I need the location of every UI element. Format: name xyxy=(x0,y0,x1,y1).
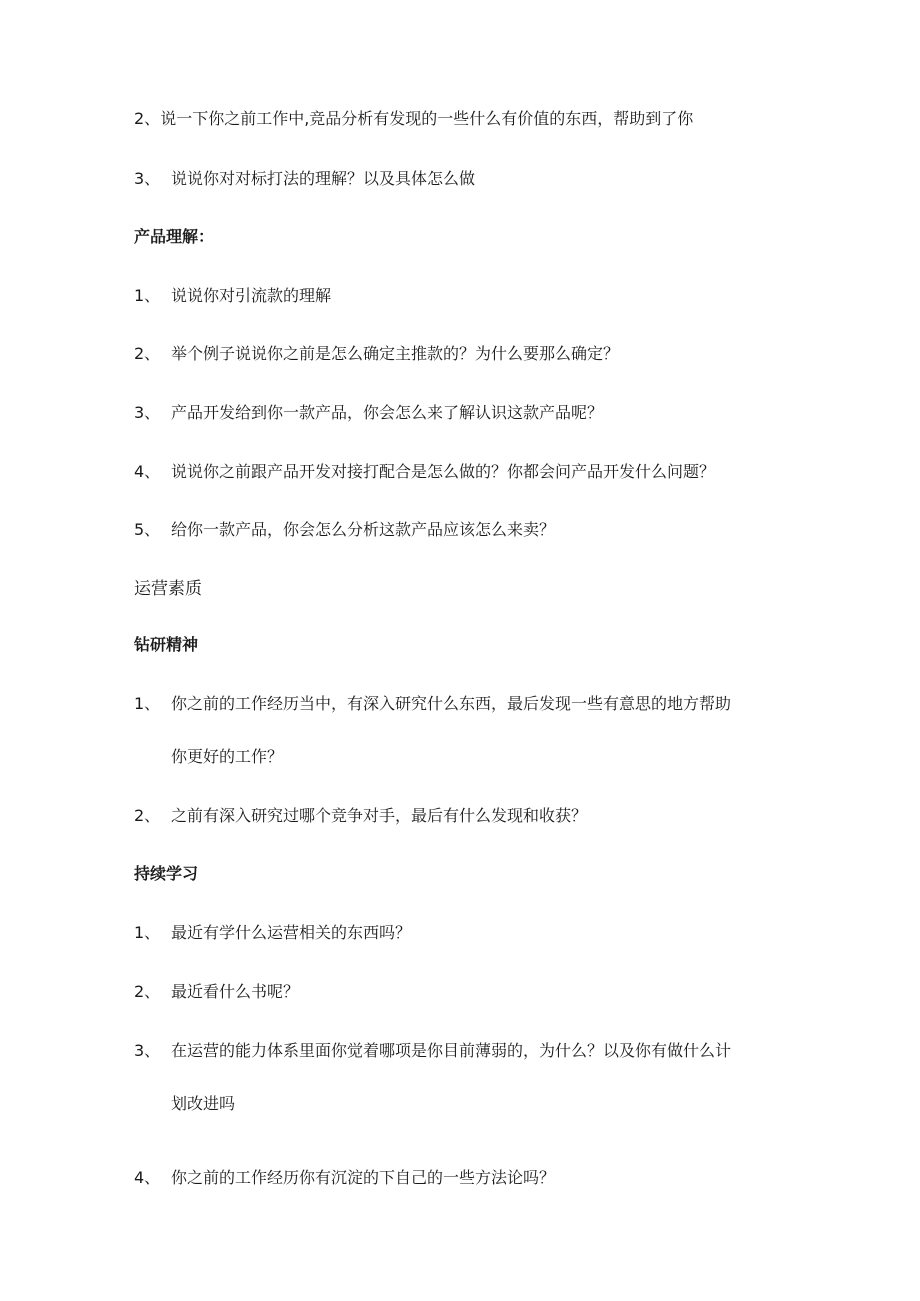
item-number: 2、 xyxy=(134,344,161,363)
section-heading-continuous-learning: 持续学习 xyxy=(134,864,199,883)
item-number: 1、 xyxy=(134,286,161,305)
item-number: 1、 xyxy=(134,694,161,713)
competitor-item-3 xyxy=(134,168,475,190)
item-text: 最近有学什么运营相关的东西吗？ xyxy=(171,923,412,942)
learning-item-1 xyxy=(134,922,411,944)
item-text: 你之前的工作经历你有沉淀的下自己的一些方法论吗？ xyxy=(171,1168,556,1187)
product-item-2 xyxy=(134,343,619,365)
product-item-4 xyxy=(134,461,715,483)
learning-item-3 xyxy=(134,1040,731,1062)
item-number: 2、 xyxy=(134,109,161,128)
item-text: 最近看什么书呢？ xyxy=(171,982,300,1001)
item-text: 在运营的能力体系里面你觉着哪项是你目前薄弱的，为什么？以及你有做什么计 xyxy=(171,1041,732,1060)
item-number: 3、 xyxy=(134,403,161,422)
research-item-1-continued: 你更好的工作？ xyxy=(171,747,284,766)
item-text: 说一下你之前工作中,竞品分析有发现的一些什么有价值的东西，帮助到了你 xyxy=(160,109,694,128)
research-item-2 xyxy=(134,805,587,827)
item-number: 5、 xyxy=(134,520,161,539)
item-text: 说说你对引流款的理解 xyxy=(171,286,332,305)
item-number: 1、 xyxy=(134,923,161,942)
learning-item-3-continued: 划改进吗 xyxy=(171,1094,236,1113)
product-item-3 xyxy=(134,402,603,424)
learning-item-2 xyxy=(134,981,299,1003)
item-text: 举个例子说说你之前是怎么确定主推款的？为什么要那么确定？ xyxy=(171,344,620,363)
item-number: 4、 xyxy=(134,462,161,481)
section-heading-ops-quality: 运营素质 xyxy=(134,579,202,599)
section-heading-research-spirit: 钻研精神 xyxy=(134,635,199,654)
item-text: 产品开发给到你一款产品，你会怎么来了解认识这款产品呢？ xyxy=(171,403,604,422)
item-text: 你之前的工作经历当中，有深入研究什么东西，最后发现一些有意思的地方帮助 xyxy=(171,694,732,713)
item-number: 2、 xyxy=(134,982,161,1001)
research-item-1 xyxy=(134,693,731,715)
item-text: 之前有深入研究过哪个竞争对手，最后有什么发现和收获？ xyxy=(171,806,588,825)
item-number: 3、 xyxy=(134,1041,161,1060)
item-text: 给你一款产品，你会怎么分析这款产品应该怎么来卖？ xyxy=(171,520,556,539)
section-heading-product-understanding: 产品理解： xyxy=(134,227,215,246)
competitor-item-2 xyxy=(134,108,693,130)
item-number: 4、 xyxy=(134,1168,161,1187)
item-number: 3、 xyxy=(134,169,161,188)
item-text: 说说你对对标打法的理解？以及具体怎么做 xyxy=(171,169,476,188)
item-text: 说说你之前跟产品开发对接打配合是怎么做的？你都会问产品开发什么问题？ xyxy=(171,462,716,481)
product-item-5 xyxy=(134,519,555,541)
product-item-1 xyxy=(134,285,331,307)
item-number: 2、 xyxy=(134,806,161,825)
learning-item-4 xyxy=(134,1167,555,1189)
